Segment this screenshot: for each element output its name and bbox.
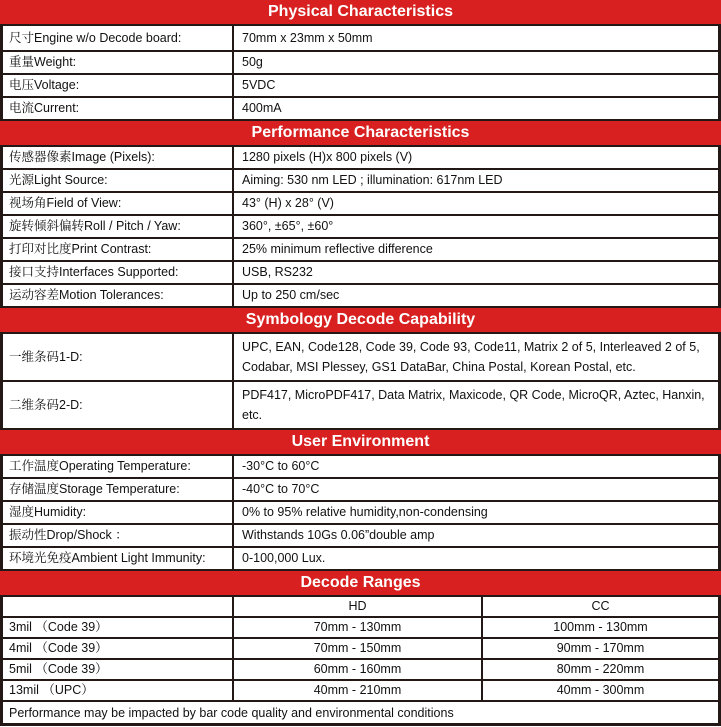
section-title: User Environment (291, 433, 430, 450)
spec-row-voltage (0, 75, 721, 98)
decode-column-header-cc: CC (481, 597, 718, 616)
spec-row-motion-tolerances (0, 285, 721, 308)
spec-value: -40°C to 70°C (232, 479, 718, 500)
spec-label: 尺寸Engine w/o Decode board: (9, 30, 182, 45)
spec-row-engine-size (0, 26, 721, 52)
spec-value: 43° (H) x 28° (V) (232, 193, 718, 214)
section-header-performance-characteristics (0, 121, 721, 147)
spec-row-print-contrast (0, 239, 721, 262)
spec-value: Withstands 10Gs 0.06”double amp (232, 525, 718, 546)
decode-range-row-3mil (0, 618, 721, 639)
spec-row-image-pixels (0, 147, 721, 170)
spec-label: 运动容差Motion Tolerances: (9, 288, 164, 302)
decode-range-row-5mil (0, 660, 721, 681)
spec-value: 1280 pixels (H)x 800 pixels (V) (232, 147, 718, 168)
decode-range-cc-value: 80mm - 220mm (481, 660, 718, 679)
spec-value: USB, RS232 (232, 262, 718, 283)
spec-label: 重量Weight: (9, 55, 77, 69)
spec-label: 旋转倾斜偏转Roll / Pitch / Yaw: (9, 219, 181, 233)
spec-row-weight (0, 52, 721, 75)
spec-label: 接口支持Interfaces Supported: (9, 265, 179, 279)
spec-row-humidity (0, 502, 721, 525)
spec-value: 70mm x 23mm x 50mm (232, 26, 718, 50)
section-header-user-environment (0, 430, 721, 456)
spec-value: -30°C to 60°C (232, 456, 718, 477)
spec-label: 环境光免疫Ambient Light Immunity: (9, 551, 206, 565)
section-title: Physical Characteristics (268, 3, 453, 20)
section-title: Performance Characteristics (251, 124, 470, 141)
spec-value: 25% minimum reflective difference (232, 239, 718, 260)
decode-range-label: 3mil （Code 39） (9, 620, 108, 634)
spec-row-field-of-view (0, 193, 721, 216)
spec-row-storage-temperature (0, 479, 721, 502)
decode-range-row-13mil (0, 681, 721, 702)
spec-row-light-source (0, 170, 721, 193)
spec-row-current (0, 98, 721, 121)
decode-range-hd-value: 70mm - 150mm (232, 639, 481, 658)
spec-value: PDF417, MicroPDF417, Data Matrix, Maxicode, QR Code, MicroQR, Aztec, Hanxin, etc. (232, 382, 718, 428)
spec-row-operating-temperature (0, 456, 721, 479)
spec-label: 电流Current: (9, 101, 80, 115)
decode-range-label: 5mil （Code 39） (9, 662, 108, 676)
footer-note: Performance may be impacted by bar code quality and environmental conditions (0, 702, 721, 726)
spec-value: 5VDC (232, 75, 718, 96)
spec-label: 振动性Drop/Shock ： (9, 528, 128, 542)
decode-range-hd-value: 40mm - 210mm (232, 681, 481, 700)
spec-label: 传感器像素Image (Pixels): (9, 150, 155, 164)
spec-label: 湿度Humidity: (9, 505, 87, 519)
section-header-symbology-decode-capability (0, 308, 721, 334)
spec-label: 视场角Field of View: (9, 196, 122, 210)
spec-label: 一维条码1-D: (9, 349, 83, 364)
spec-label: 光源Light Source: (9, 173, 108, 187)
spec-value: 0-100,000 Lux. (232, 548, 718, 569)
decode-range-label: 13mil （UPC） (9, 683, 94, 697)
spec-value: 360°, ±65°, ±60° (232, 216, 718, 237)
decode-range-cc-value: 100mm - 130mm (481, 618, 718, 637)
spec-row-2d-symbologies (0, 382, 721, 430)
spec-label: 电压Voltage: (9, 78, 80, 92)
spec-label: 存储温度Storage Temperature: (9, 482, 180, 496)
decode-ranges-column-header-row (0, 597, 721, 618)
section-title: Decode Ranges (300, 574, 421, 591)
spec-label: 打印对比度Print Contrast: (9, 242, 152, 256)
spec-row-ambient-light-immunity (0, 548, 721, 571)
section-title: Symbology Decode Capability (245, 311, 476, 328)
spec-value: UPC, EAN, Code128, Code 39, Code 93, Code11, Matrix 2 of 5, Interleaved 2 of 5, Codabar, MSI Plessey, GS1 DataBar, China Postal, Korean Postal, etc. (232, 334, 718, 380)
decode-range-label: 4mil （Code 39） (9, 641, 108, 655)
section-header-physical-characteristics (0, 0, 721, 26)
spec-row-drop-shock (0, 525, 721, 548)
spec-row-interfaces (0, 262, 721, 285)
spec-value: 0% to 95% relative humidity,non-condensing (232, 502, 718, 523)
spec-value: Aiming: 530 nm LED ; illumination: 617nm LED (232, 170, 718, 191)
decode-range-cc-value: 40mm - 300mm (481, 681, 718, 700)
spec-value: Up to 250 cm/sec (232, 285, 718, 306)
decode-column-header-blank (3, 597, 232, 616)
section-header-decode-ranges (0, 571, 721, 597)
spec-label: 二维条码2-D: (9, 397, 83, 412)
spec-value: 50g (232, 52, 718, 73)
spec-row-1d-symbologies (0, 334, 721, 382)
decode-column-header-hd: HD (232, 597, 481, 616)
decode-range-hd-value: 70mm - 130mm (232, 618, 481, 637)
spec-label: 工作温度Operating Temperature: (9, 459, 191, 473)
spec-value: 400mA (232, 98, 718, 119)
decode-range-cc-value: 90mm - 170mm (481, 639, 718, 658)
spec-row-roll-pitch-yaw (0, 216, 721, 239)
decode-range-row-4mil (0, 639, 721, 660)
decode-range-hd-value: 60mm - 160mm (232, 660, 481, 679)
